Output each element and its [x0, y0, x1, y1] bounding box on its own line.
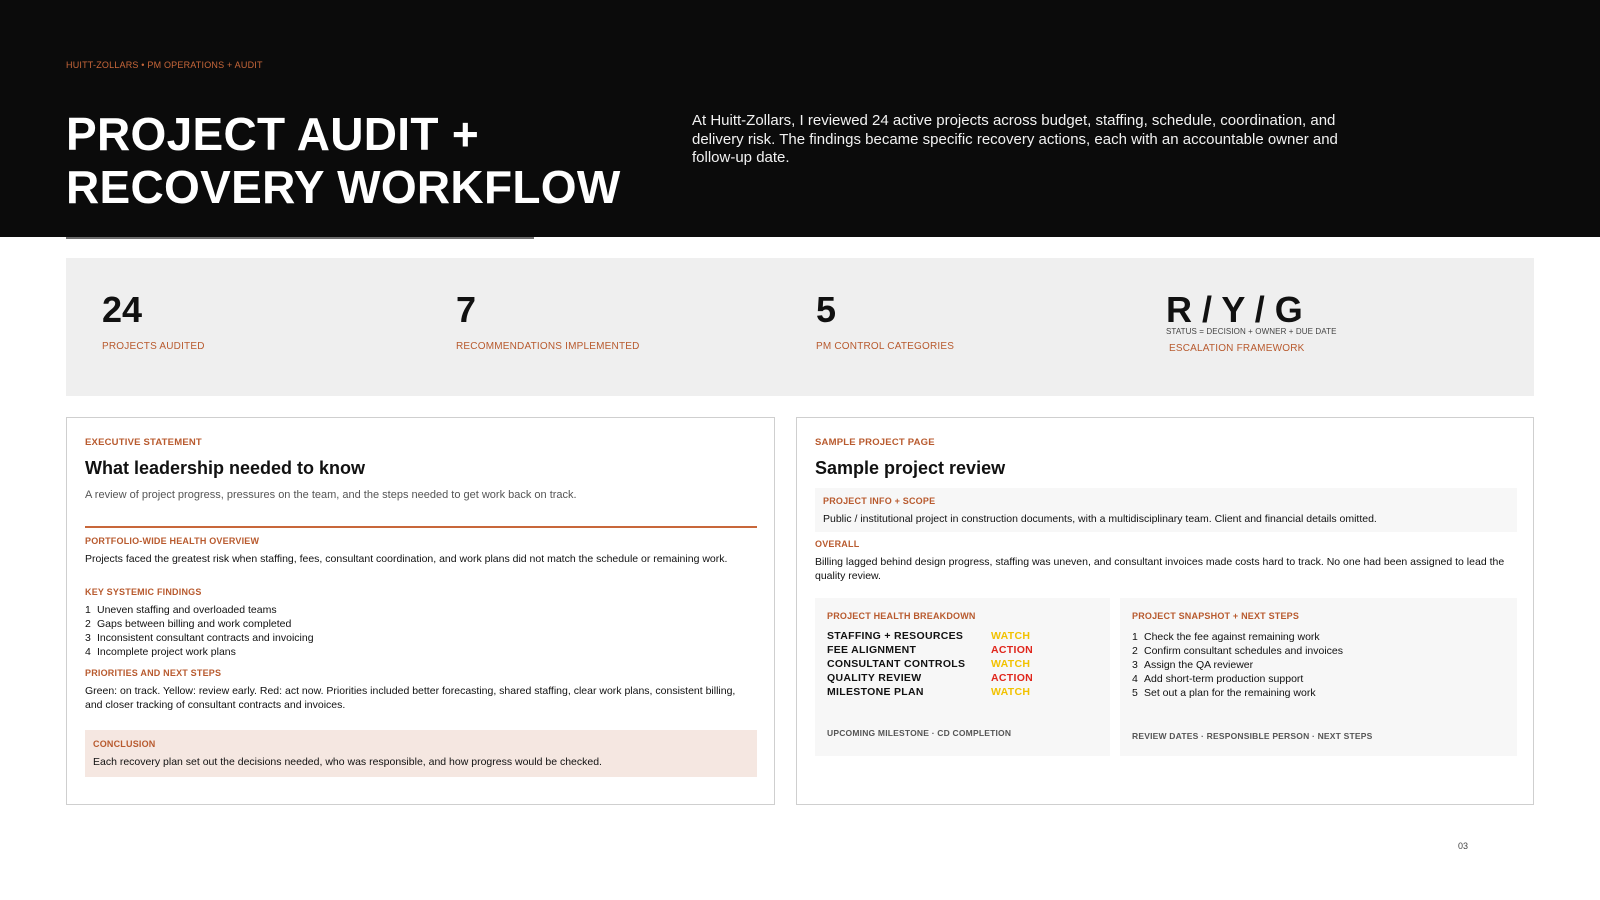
sample-project-card — [796, 417, 1534, 805]
section-heading: PORTFOLIO-WIDE HEALTH OVERVIEW — [85, 536, 260, 546]
list-item: 1 Uneven staffing and overloaded teams — [85, 604, 277, 616]
stat-control-categories — [816, 290, 954, 352]
executive-statement-card — [66, 417, 775, 805]
section-heading: PROJECT INFO + SCOPE — [823, 496, 936, 506]
stat-projects-audited — [102, 290, 205, 352]
stats-band — [66, 258, 1534, 396]
info-text: Public / institutional project in construction documents, with a multidisciplinary team. Client and financial details omitted. — [823, 513, 1377, 525]
stat-escalation-framework — [1166, 290, 1337, 354]
health-label: CONSULTANT CONTROLS — [827, 658, 966, 670]
project-snapshot-panel — [1120, 598, 1517, 756]
intro-paragraph: At Huitt-Zollars, I reviewed 24 active projects across budget, staffing, schedule, coordination, and delivery risk. The findings became specific recovery actions, each with an accountable owner and follow-up date. — [692, 112, 1338, 166]
section-heading: PRIORITIES AND NEXT STEPS — [85, 668, 222, 678]
status-badge: ACTION — [991, 672, 1034, 684]
priorities-text: Green: on track. Yellow: review early. Red: act now. Priorities included better forecasting, shared staffing, clear work plans, consistent billing, and closer tracking of consultant contracts and invoices. — [85, 685, 736, 711]
status-badge: WATCH — [991, 630, 1031, 642]
status-badge: WATCH — [991, 686, 1031, 698]
section-heading: OVERALL — [815, 539, 860, 549]
hero-header — [0, 0, 1600, 237]
title-line-2: RECOVERY WORKFLOW — [66, 161, 621, 213]
status-badge: ACTION — [991, 644, 1034, 656]
card-subtitle: A review of project progress, pressures on the team, and the steps needed to get work back on track. — [85, 489, 577, 501]
page-number: 03 — [1458, 841, 1469, 851]
list-item: 1 Check the fee against remaining work — [1132, 631, 1320, 643]
project-health-panel — [815, 598, 1110, 756]
next-steps-list — [1132, 630, 1343, 700]
conclusion-heading: CONCLUSION — [93, 739, 156, 749]
health-label: FEE ALIGNMENT — [827, 644, 917, 656]
page-title — [66, 108, 626, 214]
findings-list — [85, 603, 314, 659]
section-heading: PROJECT HEALTH BREAKDOWN — [827, 611, 976, 621]
stat-value: 5 — [816, 289, 837, 330]
conclusion-text: Each recovery plan set out the decisions needed, who was responsible, and how progress would be checked. — [93, 756, 602, 768]
list-item: 5 Set out a plan for the remaining work — [1132, 687, 1316, 699]
health-label: STAFFING + RESOURCES — [827, 630, 964, 642]
list-item: 2 Confirm consultant schedules and invoices — [1132, 645, 1344, 657]
list-item: 2 Gaps between billing and work completed — [85, 618, 292, 630]
stat-value: R / Y / G — [1166, 289, 1303, 330]
list-item: 3 Inconsistent consultant contracts and invoicing — [85, 632, 314, 644]
overall-text: Billing lagged behind design progress, staffing was uneven, and consultant invoices made costs hard to track. No one had been assigned to lead the quality review. — [815, 556, 1505, 582]
title-line-1: PROJECT AUDIT + — [66, 108, 480, 160]
status-badge: WATCH — [991, 658, 1031, 670]
divider — [66, 237, 534, 239]
milestone-footer: UPCOMING MILESTONE · CD COMPLETION — [827, 728, 1012, 738]
card-title: Sample project review — [815, 458, 1006, 478]
list-item: 3 Assign the QA reviewer — [1132, 659, 1254, 671]
card-kicker: EXECUTIVE STATEMENT — [85, 437, 202, 448]
stat-recommendations — [456, 290, 640, 352]
snapshot-footer: REVIEW DATES · RESPONSIBLE PERSON · NEXT STEPS — [1132, 731, 1373, 741]
overview-text: Projects faced the greatest risk when staffing, fees, consultant coordination, and work plans did not match the schedule or remaining work. — [85, 553, 728, 565]
list-item: 4 Add short-term production support — [1132, 673, 1304, 685]
eyebrow: HUITT-ZOLLARS • PM OPERATIONS + AUDIT — [66, 60, 263, 70]
conclusion-box — [85, 730, 757, 777]
stat-label: RECOMMENDATIONS IMPLEMENTED — [456, 341, 640, 352]
section-heading: KEY SYSTEMIC FINDINGS — [85, 587, 202, 597]
stat-value: 7 — [456, 289, 477, 330]
project-info-box — [815, 488, 1517, 532]
stat-label: ESCALATION FRAMEWORK — [1169, 343, 1305, 354]
list-item: 4 Incomplete project work plans — [85, 646, 236, 658]
section-divider — [85, 526, 757, 528]
stat-value: 24 — [102, 289, 143, 330]
stat-note: STATUS = DECISION + OWNER + DUE DATE — [1166, 327, 1337, 336]
stat-label: PM CONTROL CATEGORIES — [816, 341, 955, 352]
health-label: QUALITY REVIEW — [827, 672, 922, 684]
health-label: MILESTONE PLAN — [827, 686, 924, 698]
stat-label: PROJECTS AUDITED — [102, 341, 205, 352]
card-kicker: SAMPLE PROJECT PAGE — [815, 437, 935, 448]
card-title: What leadership needed to know — [85, 458, 366, 478]
section-heading: PROJECT SNAPSHOT + NEXT STEPS — [1132, 611, 1300, 621]
